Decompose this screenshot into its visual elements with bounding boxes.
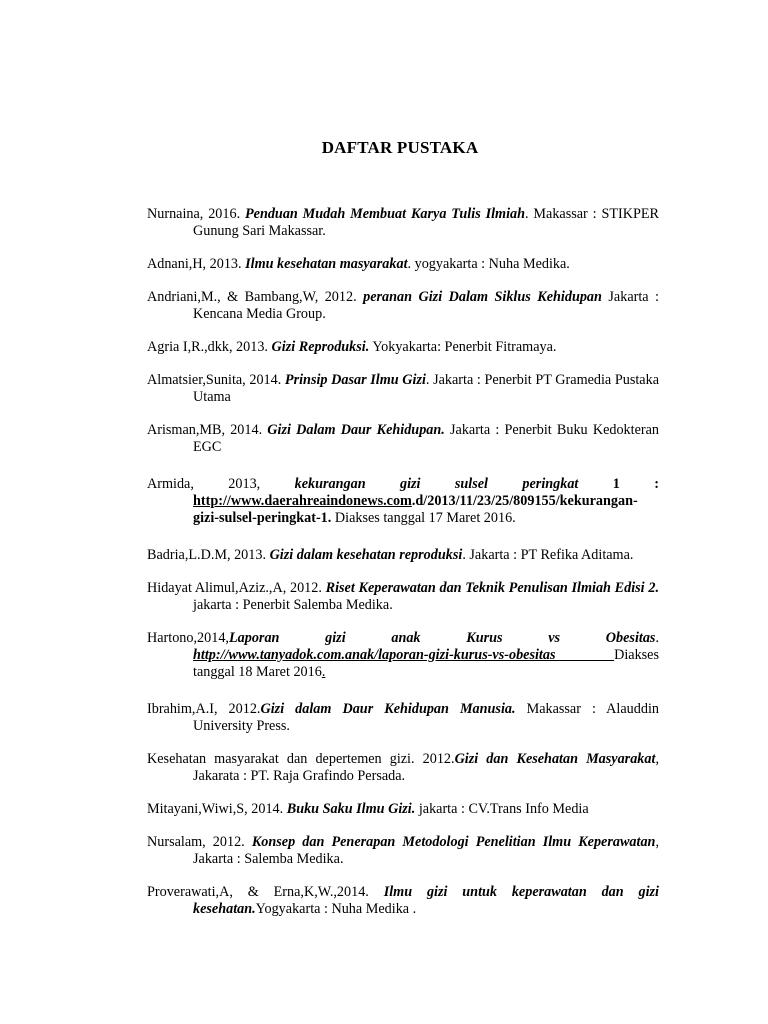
- reference-entry: [147, 751, 659, 785]
- reference-entry: [147, 372, 659, 406]
- ref-title: Ilmu kesehatan masyarakat: [245, 256, 408, 272]
- ref-title: Gizi Reproduksi.: [271, 339, 370, 355]
- ref-title: Gizi Dalam Daur Kehidupan.: [267, 422, 445, 438]
- ref-author: Hidayat Alimul,Aziz.,A, 2012.: [147, 580, 326, 596]
- reference-entry: [147, 580, 659, 614]
- ref-title: Gizi dalam kesehatan reproduksi: [269, 547, 463, 563]
- ref-author: Armida, 2013,: [147, 476, 295, 492]
- ref-author: Ibrahim,A.I, 2012.: [147, 701, 261, 717]
- ref-author: Almatsier,Sunita, 2014.: [147, 372, 285, 388]
- ref-separator: .: [655, 630, 659, 646]
- ref-publisher: , Jakarata : PT. Raja Grafindo Persada.: [193, 751, 659, 784]
- ref-title: Gizi dan Kesehatan Masyarakat: [454, 751, 656, 767]
- reference-entry: [147, 422, 659, 456]
- ref-publisher: Makassar : Alauddin University Press.: [193, 701, 659, 734]
- ref-title: Riset Keperawatan dan Teknik Penulisan Ilmiah Edisi 2.: [325, 580, 659, 596]
- ref-url-underline-gap: [555, 647, 614, 663]
- ref-title: Penduan Mudah Membuat Karya Tulis Ilmiah: [244, 206, 525, 222]
- ref-title: kekurangan gizi sulsel peringkat: [294, 476, 579, 492]
- ref-publisher: Yokyakarta: Penerbit Fitramaya.: [369, 339, 557, 355]
- ref-publisher: jakarta : CV.Trans Info Media: [415, 801, 589, 817]
- reference-entry: [147, 547, 659, 564]
- ref-author: Proverawati,A, & Erna,K,W.,2014.: [147, 884, 384, 900]
- ref-access-date: Diakses tanggal 17 Maret 2016.: [331, 510, 516, 526]
- ref-url-path: .d/2013/11/23/25/809155/kekurangan-gizi-sulsel-peringkat-1.: [193, 493, 638, 526]
- ref-author: Andriani,M., & Bambang,W, 2012.: [147, 289, 364, 305]
- ref-author: Badria,L.D.M, 2013.: [147, 547, 270, 563]
- ref-title: Konsep dan Penerapan Metodologi Penelitian Ilmu Keperawatan: [251, 834, 656, 850]
- ref-access-date: Diakses tanggal 18 Maret 2016: [193, 647, 659, 680]
- ref-url-link[interactable]: http://www.daerahreaindonews.com: [193, 493, 412, 509]
- reference-entry: [147, 884, 659, 918]
- ref-title: Prinsip Dasar Ilmu Gizi: [284, 372, 426, 388]
- reference-entry: [147, 701, 659, 735]
- ref-title: Gizi dalam Daur Kehidupan Manusia.: [260, 701, 516, 717]
- ref-publisher: , Jakarta : Salemba Medika.: [193, 834, 659, 867]
- ref-publisher: . Jakarta : PT Refika Aditama.: [462, 547, 634, 563]
- ref-author: Hartono,2014,: [147, 630, 229, 646]
- ref-author: Adnani,H, 2013.: [147, 256, 246, 272]
- ref-title: Ilmu gizi untuk keperawatan dan gizi kesehatan.: [193, 884, 659, 917]
- reference-entry: [147, 834, 659, 868]
- reference-entry: [147, 630, 659, 681]
- ref-publisher: Jakarta : Penerbit Buku Kedokteran EGC: [193, 422, 659, 455]
- reference-entry: [147, 206, 659, 240]
- ref-publisher: jakarta : Penerbit Salemba Medika.: [193, 597, 393, 613]
- ref-publisher: . Makassar : STIKPER Gunung Sari Makassar.: [193, 206, 659, 239]
- ref-title: peranan Gizi Dalam Siklus Kehidupan: [363, 289, 602, 305]
- ref-author: Arisman,MB, 2014.: [147, 422, 268, 438]
- ref-author: Agria I,R.,dkk, 2013.: [147, 339, 272, 355]
- ref-publisher: . Jakarta : Penerbit PT Gramedia Pustaka Utama: [193, 372, 659, 405]
- reference-list: [147, 206, 659, 918]
- ref-author: Mitayani,Wiwi,S, 2014.: [147, 801, 287, 817]
- ref-author: Nursalam, 2012.: [147, 834, 252, 850]
- reference-entry: [147, 801, 659, 818]
- page-title: DAFTAR PUSTAKA: [321, 138, 479, 157]
- reference-entry: [147, 339, 659, 356]
- ref-publisher: . yogyakarta : Nuha Medika.: [407, 256, 570, 272]
- ref-title: Buku Saku Ilmu Gizi.: [286, 801, 416, 817]
- ref-author: Nurnaina, 2016.: [147, 206, 245, 222]
- ref-publisher: Yogyakarta : Nuha Medika .: [255, 901, 417, 917]
- ref-separator: 1 :: [578, 476, 659, 492]
- reference-entry: [147, 476, 659, 527]
- ref-author: Kesehatan masyarakat dan depertemen gizi. 2012.: [147, 751, 455, 767]
- reference-entry: [147, 256, 659, 273]
- ref-title: Laporan gizi anak Kurus vs Obesitas: [228, 630, 656, 646]
- reference-entry: [147, 289, 659, 323]
- ref-url-link[interactable]: http://www.tanyadok.com.anak/laporan-gizi-kurus-vs-obesitas: [193, 647, 556, 663]
- ref-end-period: .: [321, 664, 326, 680]
- ref-publisher: Jakarta : Kencana Media Group.: [193, 289, 659, 322]
